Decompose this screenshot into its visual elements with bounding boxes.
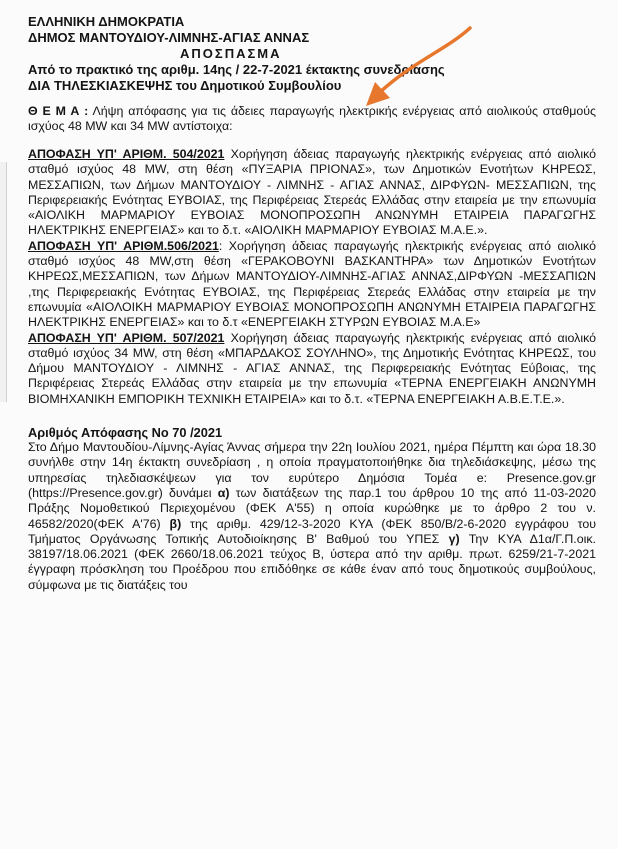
body-text-4: Την ΚΥΑ Δ1α/Γ.Π.οικ. 38197/18.06.2021 (ΦΕΚ 2660/18.06.2021 τεύχος Β, ύστερα από την αριθμ. πρωτ. 6259/21-7-2021 έγγραφη πρόσκληση του Προέδρου που επιδόθηκε σε κάθε έναν από τους δημοτικούς συμβούλους, σύμφωνα με τις διατάξεις του — [28, 531, 596, 592]
subject-label: Θ Ε Μ Α : — [28, 104, 89, 118]
body-item-a: α) — [217, 485, 230, 500]
decision-506-text: : Χορήγηση άδειας παραγωγής ηλεκτρικής ενέργειας από αιολικό σταθμό ισχύος 48 MW,στη θέση «ΓΕΡΑΚΟΒΟΥΝΙ ΒΑΣΚΑΝΤΗΡΑ» των Δημοτικών Ενοτήτων ΚΗΡΕΩΣ,ΜΕΣΣΑΠΙΩΝ, των Δήμων ΜΑΝΤΟΥΔΙΟΥ-ΛΙΜΝΗΣ-ΑΓΙΑΣ ΑΝΝΑΣ,ΔΙΡΦΥΩΝ -ΜΕΣΣΑΠΙΩΝ ,της Περιφερειακής Ενότητας ΕΥΒΟΙΑΣ, της Περιφέρειας Στερεάς Ελλάδας στην εταιρεία με την επωνυμία «ΑΙΟΛΟΙΚΗ ΜΑΡΜΑΡΙΟΥ ΕΥΒΟΙΑΣ ΜΟΝΟΠΡΟΣΩΠΗ ΑΝΩΝΥΜΗ ΕΤΑΙΡΕΙΑ ΠΑΡΑΓΩΓΗΣ ΗΛΕΚΤΡΙΚΗΣ ΕΝΕΡΓΕΙΑΣ» και το δ.τ «ΕΝΕΡΓΕΙΑΚΗ ΣΤΥΡΩΝ ΕΥΒΟΙΑΣ Μ.Α.Ε» — [28, 238, 596, 330]
header-minutes: Από το πρακτικό της αριθμ. 14ης / 22-7-2021 έκτακτης συνεδρίασης — [28, 62, 445, 77]
meeting-body — [28, 440, 596, 593]
body-item-b: β) — [169, 516, 182, 531]
decision-506 — [28, 239, 596, 331]
decision-504-text: Χορήγηση άδειας παραγωγής ηλεκτρικής ενέργειας από αιολικό σταθμό ισχύος 48 MW, στη θέση «ΠΥΞΑΡΙΑ ΠΡΙΟΝΑΣ», των Δημοτικών Ενοτήτων ΚΗΡΕΩΣ, ΜΕΣΣΑΠΙΩΝ, των Δήμων ΜΑΝΤΟΥΔΙΟΥ - ΛΙΜΝΗΣ - ΑΓΙΑΣ ΑΝΝΑΣ, ΔΙΡΦΥΩΝ- ΜΕΣΣΑΠΙΩΝ, της Περιφερειακής Ενότητας ΕΥΒΟΙΑΣ, της Περιφέρειας Στερεάς Ελλάδας στην εταιρεία με την επωνυμία «ΑΙΟΛΙΚΗ ΜΑΡΜΑΡΙΟΥ ΕΥΒΟΙΑΣ ΜΟΝΟΠΡΟΣΩΠΗ ΑΝΩΝΥΜΗ ΕΤΑΙΡΕΙΑ ΠΑΡΑΓΩΓΗΣ ΗΛΕΚΤΡΙΚΗΣ ΕΝΕΡΓΕΙΑΣ» και το δ.τ. «ΑΙΟΛΙΚΗ ΜΑΡΜΑΡΙΟΥ ΕΥΒΟΙΑΣ Μ.Α.Ε.». — [28, 146, 597, 238]
body-text-1: Στο Δήμο Μαντουδίου-Λίμνης-Αγίας Άννας σήμερα την 22η Ιουλίου 2021, ημέρα Πέμπτη και ώρα 18.30 συνήλθε στην 14η έκτακτη συνεδρίαση , η οποία πραγματοποιήθηκε δια τηλεδιάσκεψης, μέσω της υπηρεσίας τηλεδιασκέψεων για τον ευρύτερο Δημόσια Τομέα e: Presence.gov.gr (https://Presence.gov.gr) δυνάμει — [28, 440, 596, 500]
header-extract: ΑΠΟΣΠΑΣΜΑ — [180, 46, 282, 61]
body-text-2: των διατάξεων της παρ.1 του άρθρου 10 της από 11-03-2020 Πράξης Νομοθετικού Περιεχομένου (ΦΕΚ Α'55) η οποία κυρώθηκε με το άρθρο 2 του ν. 46582/2020(ΦΕΚ Α'76) — [28, 485, 596, 531]
decision-507-label: ΑΠΟΦΑΣΗ ΥΠ' ΑΡΙΘΜ. 507/2021 — [28, 330, 225, 345]
body-item-c: γ) — [448, 531, 460, 546]
left-edge-tab — [0, 162, 7, 402]
decision-504-label: ΑΠΟΦΑΣΗ ΥΠ' ΑΡΙΘΜ. 504/2021 — [28, 146, 225, 161]
header-republic: ΕΛΛΗΝΙΚΗ ΔΗΜΟΚΡΑΤΙΑ — [28, 14, 185, 29]
decision-number: Αριθμός Απόφασης Νο 70 /2021 — [28, 425, 223, 441]
decision-504 — [28, 147, 596, 239]
subject-text: Λήψη απόφασης για τις άδειες παραγωγής ηλεκτρικής ενέργειας από αιολικούς σταθμούς ισχύος 48 MW και 34 MW αντίστοιχα: — [28, 104, 596, 134]
document-page — [28, 14, 596, 593]
decision-507-text: Χορήγηση άδειας παραγωγής ηλεκτρικής ενέργειας από αιολικό σταθμό ισχύος 34 MW, στη θέση «ΜΠΑΡΔΑΚΟΣ ΣΟΥΛΗΝΟ», της Δημοτικής Ενότητας ΚΗΡΕΩΣ, του Δήμου ΜΑΝΤΟΥΔΙΟΥ - ΛΙΜΝΗΣ - ΑΓΙΑΣ ΑΝΝΑΣ, της Περιφερειακής Ενότητας Εύβοιας, της Περιφέρειας Στερεάς Ελλάδας στην εταιρεία με την επωνυμία «ΤΕΡΝΑ ΕΝΕΡΓΕΙΑΚΗ ΑΝΩΝΥΜΗ ΒΙΟΜΗΧΑΝΙΚΗ ΕΜΠΟΡΙΚΗ ΤΕΧΝΙΚΗ ΕΤΑΙΡΕΙΑ» και το δ.τ. «ΤΕΡΝΑ ΕΝΕΡΓΕΙΑΚΗ Α.Β.Ε.Τ.Ε.». — [28, 330, 597, 406]
decision-507 — [28, 331, 596, 407]
header-teleconference: ΔΙΑ ΤΗΛΕΣΚΙΑΣΚΕΨΗΣ του Δημοτικού Συμβουλίου — [28, 78, 342, 93]
decision-506-label: ΑΠΟΦΑΣΗ ΥΠ' ΑΡΙΘΜ.506/2021 — [28, 238, 219, 253]
subject-paragraph — [28, 104, 596, 135]
annotation-arrow-icon — [328, 20, 478, 120]
header-municipality: ΔΗΜΟΣ ΜΑΝΤΟΥΔΙΟΥ-ΛΙΜΝΗΣ-ΑΓΙΑΣ ΑΝΝΑΣ — [28, 30, 310, 45]
body-text-3: της αριθμ. 429/12-3-2020 ΚΥΑ (ΦΕΚ 850/Β/2-6-2020 εγγράφου του Τμήματος Οργάνωσης Τοπικής Αυτοδιοίκησης Β' Βαθμού του ΥΠΕΣ — [28, 516, 596, 546]
